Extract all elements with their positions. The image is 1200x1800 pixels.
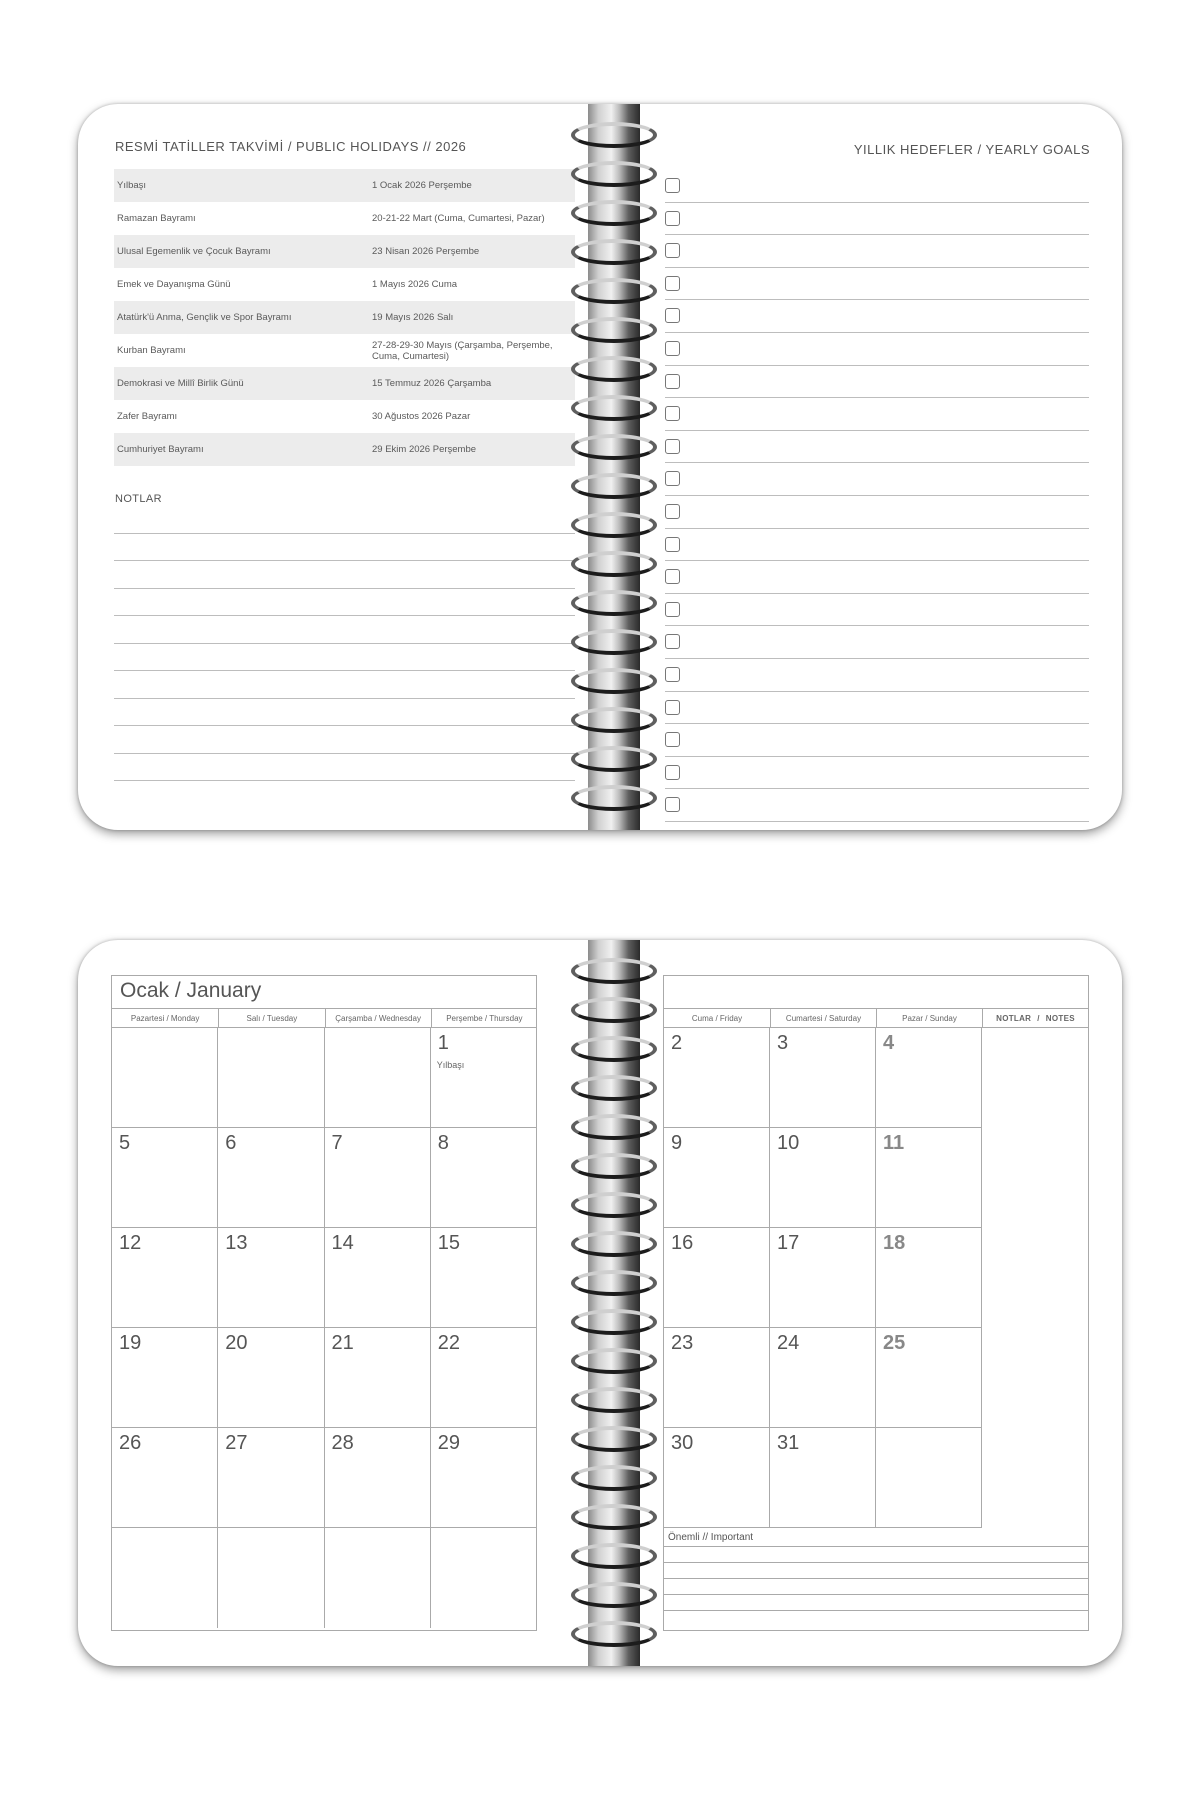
day-cell[interactable]	[664, 1228, 770, 1328]
spiral-ring	[571, 473, 657, 499]
goal-line[interactable]	[665, 724, 1089, 757]
important-line[interactable]	[664, 1578, 1088, 1579]
day-cell[interactable]	[325, 1128, 431, 1228]
goal-checkbox[interactable]	[665, 439, 680, 454]
day-number: 9	[671, 1132, 683, 1154]
day-number: 30	[671, 1432, 694, 1454]
holiday-row	[114, 268, 575, 301]
day-number: 28	[331, 1432, 354, 1454]
spiral-ring	[571, 1504, 657, 1530]
spiral-ring	[571, 512, 657, 538]
holiday-name: Ulusal Egemenlik ve Çocuk Bayramı	[114, 235, 369, 268]
goals-title: YILLIK HEDEFLER / YEARLY GOALS	[853, 142, 1090, 157]
month-title: Ocak / January	[120, 979, 262, 1002]
day-number: 21	[331, 1332, 354, 1354]
spiral-ring	[571, 1621, 657, 1647]
weekday-header: Perşembe / Thursday	[431, 1008, 537, 1028]
note-line[interactable]	[114, 561, 575, 589]
day-cell[interactable]	[770, 1428, 876, 1528]
holiday-row	[114, 433, 575, 466]
calendar-right-page	[663, 975, 1089, 1631]
goal-checkbox[interactable]	[665, 178, 680, 193]
day-cell[interactable]	[325, 1428, 431, 1528]
spiral-ring	[571, 1153, 657, 1179]
day-cell[interactable]	[218, 1528, 324, 1628]
holiday-row	[114, 169, 575, 202]
notes-lines	[114, 506, 575, 781]
holiday-name: Cumhuriyet Bayramı	[114, 433, 369, 466]
day-cell[interactable]	[325, 1228, 431, 1328]
weekday-header: Pazartesi / Monday	[112, 1008, 218, 1028]
day-number: 2	[671, 1032, 683, 1054]
goal-line[interactable]	[665, 496, 1089, 529]
holiday-date: 20-21-22 Mart (Cuma, Cumartesi, Pazar)	[372, 213, 545, 224]
holiday-name: Kurban Bayramı	[117, 345, 186, 356]
holiday-row	[114, 235, 575, 268]
goal-checkbox[interactable]	[665, 211, 680, 226]
day-number: 29	[437, 1432, 460, 1454]
spiral-ring	[571, 1387, 657, 1413]
spiral-ring	[571, 1543, 657, 1569]
day-cell[interactable]	[431, 1528, 537, 1628]
day-number: 22	[437, 1332, 460, 1354]
note-line[interactable]	[114, 726, 575, 754]
day-number: 6	[225, 1132, 237, 1154]
day-number: 27	[225, 1432, 248, 1454]
note-line[interactable]	[114, 534, 575, 562]
goal-checkbox[interactable]	[665, 406, 680, 421]
day-cell[interactable]	[770, 1328, 876, 1428]
day-cell[interactable]	[664, 1328, 770, 1428]
day-number: 13	[225, 1232, 248, 1254]
spiral-ring	[571, 746, 657, 772]
holiday-date: 15 Temmuz 2026 Çarşamba	[369, 367, 575, 400]
spiral-ring	[571, 278, 657, 304]
note-line[interactable]	[114, 671, 575, 699]
goal-line[interactable]	[665, 561, 1089, 594]
day-cell[interactable]	[876, 1028, 982, 1128]
goal-line[interactable]	[665, 692, 1089, 725]
spiral-ring	[571, 1075, 657, 1101]
holiday-name: Demokrasi ve Millî Birlik Günü	[114, 367, 369, 400]
spiral-ring	[571, 317, 657, 343]
important-line[interactable]	[664, 1546, 1088, 1547]
note-line[interactable]	[114, 644, 575, 672]
day-cell[interactable]	[325, 1028, 431, 1128]
goal-checkbox[interactable]	[665, 537, 680, 552]
spiral-ring	[571, 1582, 657, 1608]
holiday-row	[114, 367, 575, 400]
day-cell[interactable]	[431, 1128, 537, 1228]
goal-checkbox[interactable]	[665, 243, 680, 258]
day-cell[interactable]	[770, 1028, 876, 1128]
important-label: Önemli // Important	[668, 1532, 754, 1543]
goal-line[interactable]	[665, 300, 1089, 333]
weekday-header: Salı / Tuesday	[218, 1008, 324, 1028]
notes-header-part: /	[1037, 1013, 1040, 1023]
notes-header-part: NOTES	[1045, 1013, 1075, 1023]
day-event: Yılbaşı	[436, 1060, 465, 1070]
goal-checkbox[interactable]	[665, 765, 680, 780]
weekday-header: Cuma / Friday	[664, 1008, 770, 1028]
day-cell[interactable]	[325, 1528, 431, 1628]
day-number: 18	[883, 1232, 906, 1254]
day-cell[interactable]	[218, 1328, 324, 1428]
goal-line[interactable]	[665, 757, 1089, 790]
day-number: 1	[437, 1032, 449, 1054]
note-line[interactable]	[114, 616, 575, 644]
important-line[interactable]	[664, 1594, 1088, 1595]
day-cell[interactable]	[112, 1328, 218, 1428]
goal-checkbox[interactable]	[665, 341, 680, 356]
day-cell[interactable]	[876, 1328, 982, 1428]
goal-checkbox[interactable]	[665, 471, 680, 486]
note-line[interactable]	[114, 699, 575, 727]
spiral-ring	[571, 1465, 657, 1491]
spiral-ring	[571, 997, 657, 1023]
goal-line[interactable]	[665, 594, 1089, 627]
weekday-header: Çarşamba / Wednesday	[325, 1008, 431, 1028]
day-number: 7	[331, 1132, 343, 1154]
holiday-row	[114, 400, 575, 433]
holiday-date: 1 Mayıs 2026 Cuma	[372, 279, 458, 290]
day-number: 16	[671, 1232, 694, 1254]
holidays-table	[114, 169, 575, 466]
holiday-row	[114, 301, 575, 334]
holiday-name: Ramazan Bayramı	[117, 213, 196, 224]
spiral-ring	[571, 668, 657, 694]
spiral-binding	[588, 940, 640, 1666]
spiral-binding	[588, 104, 640, 830]
day-cell[interactable]	[664, 1028, 770, 1128]
day-cell[interactable]	[431, 1228, 537, 1328]
spiral-ring	[571, 785, 657, 811]
goal-line[interactable]	[665, 626, 1089, 659]
day-cell[interactable]	[112, 1428, 218, 1528]
day-cell[interactable]	[876, 1228, 982, 1328]
day-cell[interactable]	[112, 1128, 218, 1228]
goal-line[interactable]	[665, 203, 1089, 236]
spiral-ring	[571, 122, 657, 148]
holiday-date: 29 Ekim 2026 Perşembe	[369, 433, 575, 466]
day-number: 23	[671, 1332, 694, 1354]
planner-spread-holidays-goals	[78, 104, 1122, 830]
goals-checklist	[665, 170, 1089, 822]
day-number: 31	[777, 1432, 800, 1454]
important-line[interactable]	[664, 1610, 1088, 1611]
spiral-ring	[571, 434, 657, 460]
day-cell[interactable]	[770, 1128, 876, 1228]
day-cell[interactable]	[218, 1428, 324, 1528]
goal-line[interactable]	[665, 789, 1089, 822]
day-cell[interactable]	[770, 1228, 876, 1328]
holiday-name: Yılbaşı	[114, 169, 369, 202]
day-cell[interactable]	[325, 1328, 431, 1428]
day-number: 25	[883, 1332, 906, 1354]
spiral-ring	[571, 395, 657, 421]
day-cell[interactable]	[112, 1028, 218, 1128]
spiral-ring	[571, 1231, 657, 1257]
day-cell[interactable]	[431, 1428, 537, 1528]
goal-line[interactable]	[665, 235, 1089, 268]
note-line[interactable]	[114, 506, 575, 534]
day-number: 5	[119, 1132, 131, 1154]
goal-checkbox[interactable]	[665, 569, 680, 584]
goal-checkbox[interactable]	[665, 700, 680, 715]
goal-checkbox[interactable]	[665, 308, 680, 323]
holiday-date: 30 Ağustos 2026 Pazar	[372, 411, 471, 422]
important-line[interactable]	[664, 1562, 1088, 1563]
goal-checkbox[interactable]	[665, 504, 680, 519]
holiday-row	[114, 202, 575, 235]
day-cell[interactable]	[431, 1328, 537, 1428]
spiral-ring	[571, 1192, 657, 1218]
weekday-header: Pazar / Sunday	[876, 1008, 982, 1028]
holiday-date: 23 Nisan 2026 Perşembe	[369, 235, 575, 268]
spiral-ring	[571, 1309, 657, 1335]
day-cell[interactable]	[664, 1128, 770, 1228]
goal-line[interactable]	[665, 431, 1089, 464]
goal-checkbox[interactable]	[665, 276, 680, 291]
goal-line[interactable]	[665, 398, 1089, 431]
day-cell[interactable]	[218, 1028, 324, 1128]
goal-line[interactable]	[665, 463, 1089, 496]
day-number: 3	[777, 1032, 789, 1054]
day-cell[interactable]	[218, 1128, 324, 1228]
holiday-date: 19 Mayıs 2026 Salı	[369, 301, 575, 334]
spiral-ring	[571, 958, 657, 984]
holiday-row	[114, 334, 575, 367]
day-number: 4	[883, 1032, 895, 1054]
note-line[interactable]	[114, 754, 575, 782]
goal-checkbox[interactable]	[665, 374, 680, 389]
day-number: 10	[777, 1132, 800, 1154]
spiral-ring	[571, 590, 657, 616]
day-number: 15	[437, 1232, 460, 1254]
spiral-ring	[571, 629, 657, 655]
day-cell[interactable]	[876, 1128, 982, 1228]
day-cell[interactable]	[664, 1428, 770, 1528]
weekday-header: Cumartesi / Saturday	[770, 1008, 876, 1028]
spiral-ring	[571, 1114, 657, 1140]
day-number: 20	[225, 1332, 248, 1354]
day-number: 8	[437, 1132, 449, 1154]
day-number: 17	[777, 1232, 800, 1254]
spiral-ring	[571, 551, 657, 577]
spiral-ring	[571, 707, 657, 733]
holiday-name: Emek ve Dayanışma Günü	[117, 279, 231, 290]
spiral-ring	[571, 356, 657, 382]
holiday-name: Atatürk'ü Anma, Gençlik ve Spor Bayramı	[114, 301, 369, 334]
day-number: 24	[777, 1332, 800, 1354]
holiday-date: 1 Ocak 2026 Perşembe	[369, 169, 575, 202]
spiral-ring	[571, 1270, 657, 1296]
holiday-name: Zafer Bayramı	[117, 411, 178, 422]
day-number: 14	[331, 1232, 354, 1254]
goal-checkbox[interactable]	[665, 732, 680, 747]
spiral-ring	[571, 239, 657, 265]
spiral-ring	[571, 200, 657, 226]
day-cell[interactable]	[112, 1228, 218, 1328]
notes-column[interactable]	[982, 1028, 1088, 1528]
goal-line[interactable]	[665, 268, 1089, 301]
goal-line[interactable]	[665, 529, 1089, 562]
notes-header-part: NOTLAR	[996, 1013, 1032, 1023]
notes-label: NOTLAR	[115, 493, 163, 505]
day-cell[interactable]	[218, 1228, 324, 1328]
spiral-ring	[571, 1036, 657, 1062]
day-number: 11	[883, 1132, 905, 1154]
day-cell[interactable]	[112, 1528, 218, 1628]
goal-checkbox[interactable]	[665, 667, 680, 682]
day-number: 26	[119, 1432, 142, 1454]
day-cell[interactable]	[431, 1028, 537, 1128]
day-cell[interactable]	[876, 1428, 982, 1528]
holiday-date: 27-28-29-30 Mayıs (Çarşamba, Perşembe, Cuma, Cumartesi)	[372, 339, 553, 362]
goal-line[interactable]	[665, 333, 1089, 366]
spiral-ring	[571, 161, 657, 187]
spiral-ring	[571, 1348, 657, 1374]
note-line[interactable]	[114, 589, 575, 617]
goal-checkbox[interactable]	[665, 602, 680, 617]
holidays-title: RESMİ TATİLLER TAKVİMİ / PUBLIC HOLIDAYS // 2026	[115, 139, 467, 154]
notes-column-header	[982, 1008, 1088, 1028]
goal-line[interactable]	[665, 659, 1089, 692]
goal-line[interactable]	[665, 366, 1089, 399]
day-number: 19	[119, 1332, 142, 1354]
calendar-left-page	[111, 975, 537, 1631]
spiral-ring	[571, 1426, 657, 1452]
planner-spread-january	[78, 940, 1122, 1666]
day-number: 12	[119, 1232, 142, 1254]
goal-line[interactable]	[665, 170, 1089, 203]
goal-checkbox[interactable]	[665, 797, 680, 812]
goal-checkbox[interactable]	[665, 634, 680, 649]
